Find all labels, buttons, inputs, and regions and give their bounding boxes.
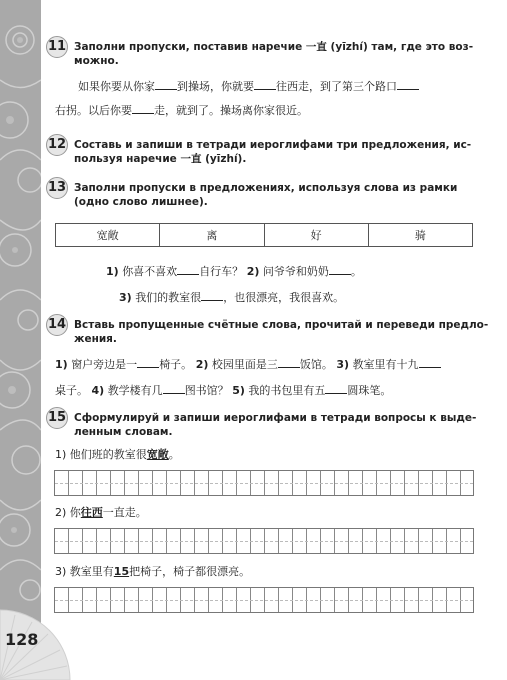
word-box-table [55, 223, 473, 247]
item-number: 4) [91, 384, 105, 397]
blank [163, 383, 185, 394]
word-cell: 宽敞 [56, 224, 160, 247]
exercise-13-title-line2: (одно слово лишнее). [74, 196, 208, 208]
exercise-15-title-line1: Сформулируй и запиши иероглифами в тетради вопросы к выде- [74, 412, 477, 424]
word-box-row [56, 224, 473, 247]
exercise-14-line1 [55, 357, 441, 372]
item-number: 1) [55, 358, 68, 371]
text-segment: 往西走，到了第三个路口 [276, 80, 397, 93]
exercise-15-badge: 15 [46, 407, 68, 429]
item-number: 2) [246, 265, 260, 278]
text-segment: 椅子。 [159, 358, 193, 371]
exercise-15-title-line2: ленным словам. [74, 426, 173, 438]
item-number: 2) [195, 358, 209, 371]
text-segment: 。 [168, 448, 180, 461]
blank [278, 357, 300, 368]
exercise-12-title-line1: Составь и запиши в тетради иероглифами три предложения, ис- [74, 139, 472, 151]
exercise-13-title-line1: Заполни пропуски в предложениях, используя слова из рамки [74, 182, 458, 194]
exercise-15-question-3 [55, 565, 250, 579]
item-number: 3) [336, 358, 350, 371]
text-segment: 2) 你 [55, 506, 81, 519]
text-segment: 自行车？ [199, 265, 244, 278]
text-segment: 1) 他们班的教室很 [55, 448, 147, 461]
blank [155, 79, 177, 90]
exercise-14-badge: 14 [46, 314, 68, 336]
text-segment: 一直走。 [102, 506, 147, 519]
blank [329, 264, 351, 275]
exercise-11-badge: 11 [46, 36, 68, 58]
grid-guide-line [55, 483, 473, 484]
blank [137, 357, 159, 368]
blank [254, 79, 276, 90]
highlighted-word: 往西 [80, 506, 103, 519]
exercise-13-sentence-3 [119, 290, 344, 305]
highlighted-word: 宽敞 [146, 448, 169, 461]
highlighted-word: 15 [113, 565, 130, 578]
text-segment: 到操场，你就要 [177, 80, 254, 93]
floral-pattern-icon [0, 0, 41, 680]
exercise-14-line2 [55, 383, 391, 398]
decorative-sidebar [0, 0, 41, 680]
blank [419, 357, 441, 368]
text-segment: 桌子。 [55, 384, 88, 397]
blank [201, 290, 223, 301]
text-segment: 我的书包里有五 [248, 384, 326, 397]
text-segment: 图书馆？ [184, 384, 229, 397]
writing-grid-2[interactable] [54, 528, 474, 554]
exercise-15-question-1 [55, 448, 180, 462]
text-segment: 窗户旁边是一 [71, 358, 138, 371]
text-segment: 圆珠笔。 [347, 384, 392, 397]
item-number: 3) [119, 291, 132, 304]
exercise-14-title-line1: Вставь пропущенные счётные слова, прочитай и переведи предло- [74, 319, 489, 331]
text-segment: 把椅子，椅子都很漂亮。 [129, 565, 251, 578]
text-segment: 右拐。以后你要 [55, 104, 132, 117]
exercise-11-line2 [55, 103, 308, 118]
grid-guide-line [55, 541, 473, 542]
exercise-13-badge: 13 [46, 177, 68, 199]
exercise-11-title-line1: Заполни пропуски, поставив наречие 一直 (yīzhí) там, где это воз- [74, 41, 474, 53]
word-cell: 离 [160, 224, 264, 247]
exercise-12-title-line2: пользуя наречие 一直 (yīzhí). [74, 153, 247, 165]
exercise-11-line1 [78, 79, 419, 94]
text-segment: 你喜不喜欢 [122, 265, 178, 278]
text-segment: 我们的教室很 [135, 291, 202, 304]
text-segment: 教室里有十九 [352, 358, 419, 371]
text-segment: 走，就到了。操场离你家很近。 [154, 104, 308, 117]
exercise-15-question-2 [55, 506, 147, 520]
text-segment: 教学楼有几 [107, 384, 163, 397]
text-segment: 校园里面是三 [211, 358, 278, 371]
text-segment: 3) 教室里有 [55, 565, 114, 578]
word-cell: 好 [264, 224, 368, 247]
word-cell: 骑 [368, 224, 472, 247]
blank [397, 79, 419, 90]
grid-guide-line [55, 600, 473, 601]
item-number: 5) [232, 384, 245, 397]
item-number: 1) [106, 265, 119, 278]
blank [177, 264, 199, 275]
text-segment: 问爷爷和奶奶 [262, 265, 329, 278]
blank [325, 383, 347, 394]
text-segment: 如果你要从你家 [78, 80, 155, 93]
exercise-12-badge: 12 [46, 134, 68, 156]
page-number: 128 [5, 630, 39, 649]
exercise-14-title-line2: жения. [74, 333, 117, 345]
text-segment: ，也很漂亮，我很喜欢。 [223, 291, 345, 304]
text-segment: 饭馆。 [299, 358, 333, 371]
exercise-11-title-line2: можно. [74, 55, 119, 67]
exercise-13-sentences-1-2 [106, 264, 362, 279]
writing-grid-3[interactable] [54, 587, 474, 613]
text-segment: 。 [350, 265, 362, 278]
blank [132, 103, 154, 114]
writing-grid-1[interactable] [54, 470, 474, 496]
